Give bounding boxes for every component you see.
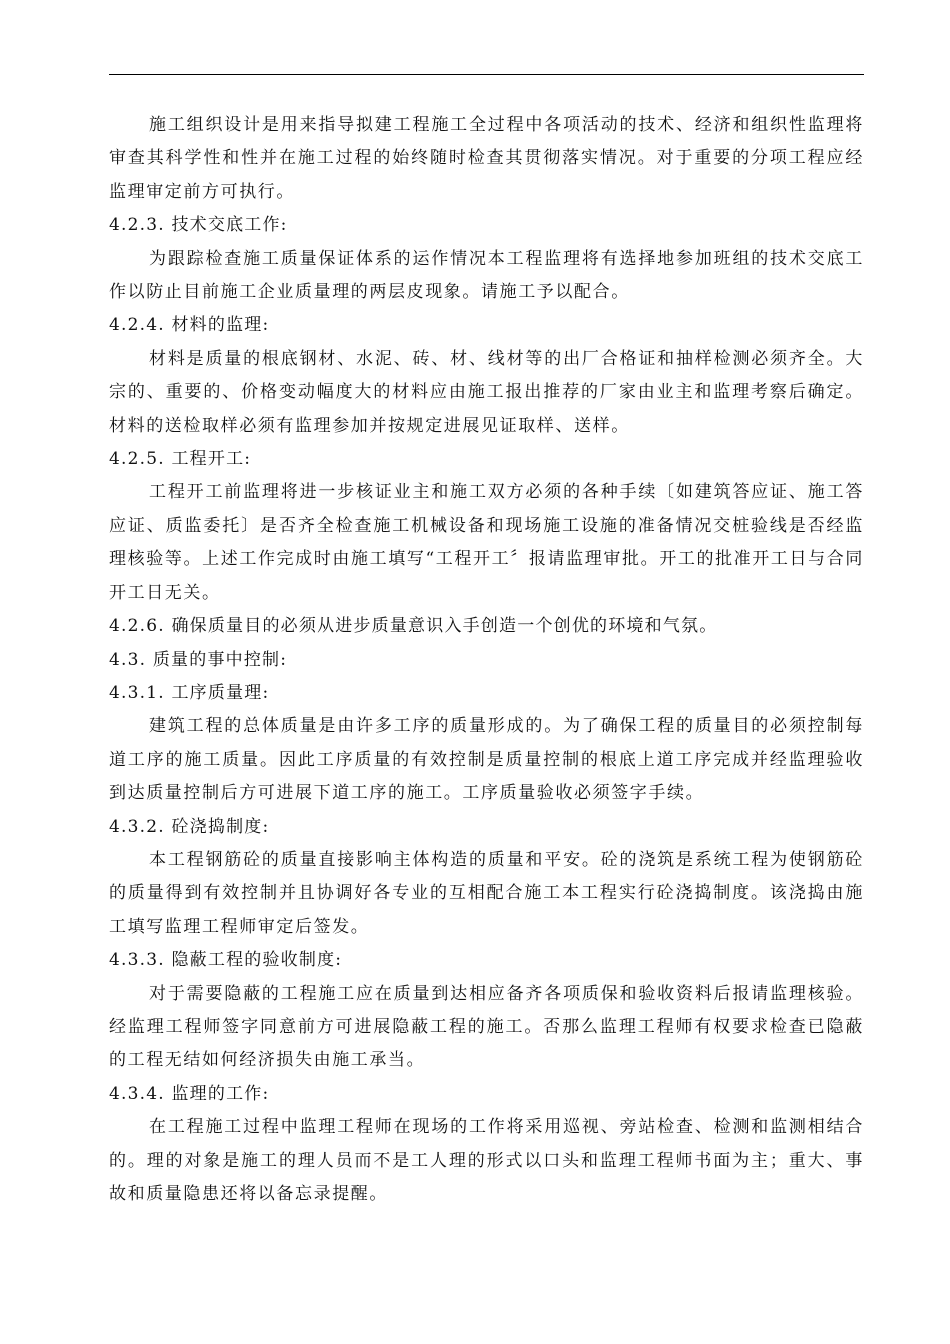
section-heading: 4.3.2. 砼浇捣制度: — [109, 816, 270, 837]
paragraph: 本工程钢筋砼的质量直接影响主体构造的质量和平安。砼的浇筑是系统工程为使钢筋砼的质量得到有效控制并且协调好各专业的互相配合施工本工程实行砼浇捣制度。该浇捣由施工填写监理工程师审定后签发。 — [109, 849, 864, 937]
paragraph: 施工组织设计是用来指导拟建工程施工全过程中各项活动的技术、经济和组织性监理将审查其科学性和性并在施工过程的始终随时检查其贯彻落实情况。对于重要的分项工程应经监理审定前方可执行。 — [109, 115, 864, 202]
section-heading: 4.3.3. 隐蔽工程的验收制度: — [109, 950, 343, 971]
section-heading: 4.2.3. 技术交底工作: — [109, 215, 288, 236]
paragraph: 材料是质量的根底钢材、水泥、砖、材、线材等的出厂合格证和抽样检测必须齐全。大宗的、重要的、价格变动幅度大的材料应由施工报出推荐的厂家由业主和监理考察后确定。材料的送检取样必须有监理参加并按规定进展见证取样、送样。 — [109, 348, 864, 436]
section-heading: 4.3.4. 监理的工作: — [109, 1083, 270, 1104]
paragraph: 工程开工前监理将进一步核证业主和施工双方必须的各种手续〔如建筑答应证、施工答应证、质监委托〕是否齐全检查施工机械设备和现场施工设施的准备情况交桩验线是否经监理核验等。上述工作完成时由施工填写“工程开工〞报请监理审批。开工的批准开工日与合同开工日无关。 — [109, 482, 864, 603]
section-heading: 4.2.5. 工程开工: — [109, 449, 252, 470]
section-heading: 4.2.6. 确保质量目的必须从进步质量意识入手创造一个创优的环境和气氛。 — [109, 616, 718, 637]
section-heading: 4.3. 质量的事中控制: — [109, 649, 288, 670]
paragraph: 对于需要隐蔽的工程施工应在质量到达相应备齐各项质保和验收资料后报请监理核验。经监理工程师签字同意前方可进展隐蔽工程的施工。否那么监理工程师有权要求检查已隐蔽的工程无结如何经济损失由施工承当。 — [109, 983, 864, 1071]
paragraph: 建筑工程的总体质量是由许多工序的质量形成的。为了确保工程的质量目的必须控制每道工序的施工质量。因此工序质量的有效控制是质量控制的根底上道工序完成并经监理验收到达质量控制后方可进展下道工序的施工。工序质量验收必须签字手续。 — [109, 716, 864, 804]
document-body — [109, 109, 864, 1211]
section-heading: 4.2.4. 材料的监理: — [109, 315, 270, 336]
section-heading: 4.3.1. 工序质量理: — [109, 682, 270, 703]
header-rule — [109, 74, 864, 75]
paragraph: 为跟踪检查施工质量保证体系的运作情况本工程监理将有选择地参加班组的技术交底工作以防止目前施工企业质量理的两层皮现象。请施工予以配合。 — [109, 248, 864, 303]
paragraph: 在工程施工过程中监理工程师在现场的工作将采用巡视、旁站检查、检测和监测相结合的。理的对象是施工的理人员而不是工人理的形式以口头和监理工程师书面为主；重大、事故和质量隐患还将以备忘录提醒。 — [109, 1117, 864, 1204]
